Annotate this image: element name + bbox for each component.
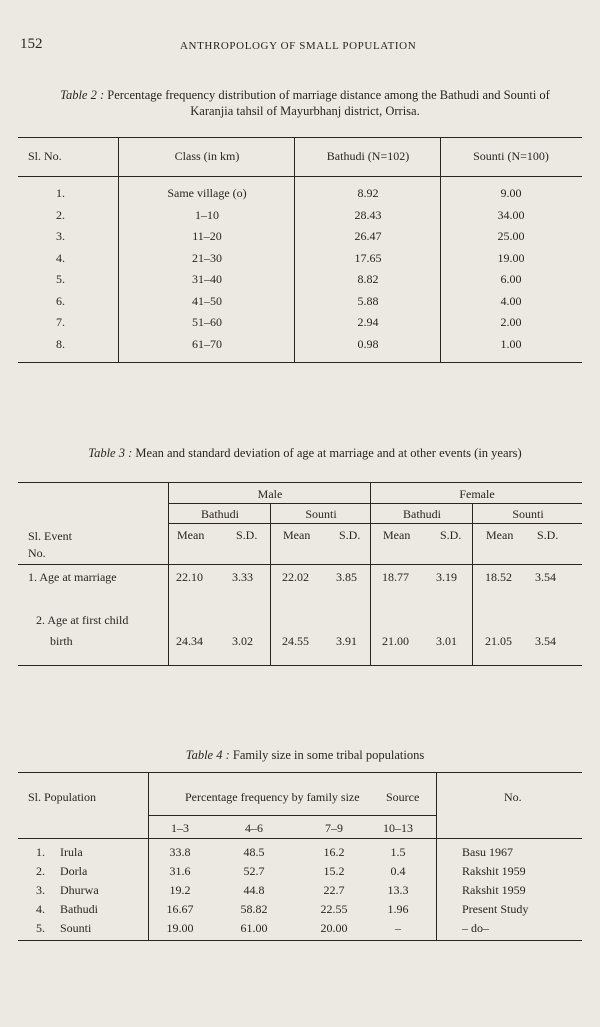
table3-row2-value: 3.02	[232, 634, 253, 648]
table4-header-percentage: Percentage frequency by family size	[185, 790, 360, 804]
table4-row-value: 20.00	[320, 921, 348, 935]
table2-divider	[440, 137, 441, 362]
table4-header-no: No.	[504, 790, 522, 804]
table4-top-rule	[18, 772, 582, 773]
table2-row-sounti: 4.00	[500, 293, 522, 308]
table2-row-bathudi: 28.43	[354, 207, 382, 222]
table3-female-bathudi: Bathudi	[403, 507, 441, 521]
table2-row-class: 1–10	[195, 207, 219, 222]
table2-row-class: 51–60	[192, 315, 222, 329]
table2-row-bathudi: 8.82	[357, 272, 379, 286]
table4-row-value: 19.00	[166, 921, 194, 935]
table2-header-bathudi: Bathudi (N=102)	[326, 149, 410, 163]
table3-row2-label: 2. Age at first child	[36, 613, 129, 627]
table4-row-value: 31.6	[169, 864, 191, 878]
table2-row-class: 21–30	[192, 250, 222, 265]
table2-row-class: 41–50	[192, 293, 222, 308]
table4-row-value: 58.82	[240, 902, 268, 916]
table3-caption-text: Mean and standard deviation of age at marriage and at other events (in years)	[135, 446, 522, 460]
table3-row1-value: 18.77	[382, 570, 409, 584]
table2-row-bathudi: 8.92	[357, 186, 379, 200]
table3-header-no: No.	[28, 546, 46, 560]
table4-row-value: 61.00	[240, 921, 268, 935]
table4-row-value: 1.5	[390, 845, 406, 859]
table4-row-value: 22.7	[323, 883, 345, 897]
table2-row-sl: 8.	[56, 336, 65, 351]
table2-row-class: Same village (o)	[167, 186, 247, 200]
table4-row-sl: 1.	[36, 845, 45, 859]
table2-row-bathudi: 26.47	[354, 229, 382, 243]
table4-row-source: Rakshit 1959	[462, 864, 526, 878]
table2-row-sounti: 6.00	[500, 272, 522, 286]
table2-row-sl: 7.	[56, 315, 65, 329]
table4-row-value: 1.96	[387, 902, 409, 916]
table3-row1-label: 1. Age at marriage	[28, 570, 117, 584]
table4-caption-text: Family size in some tribal populations	[232, 748, 425, 762]
table2-header-sl: Sl. No.	[28, 149, 62, 163]
table4-divider	[148, 772, 149, 940]
table4-bottom-rule	[18, 940, 582, 941]
table3-divider	[168, 482, 169, 665]
table3-sd: S.D.	[537, 528, 559, 542]
table4-header-rule	[18, 838, 582, 839]
table2-caption-line1: Percentage frequency distribution of marriage distance among the Bathudi and Sounti of	[107, 88, 550, 102]
table4-size-1-3: 1–3	[171, 821, 189, 835]
table4-divider	[436, 772, 437, 940]
table3-row2-label: birth	[50, 634, 73, 648]
table3-male-header: Male	[257, 487, 283, 501]
table2-row-class: 11–20	[192, 229, 222, 243]
table2-divider	[294, 137, 295, 362]
table3-row1-value: 3.19	[436, 570, 457, 584]
table3-bottom-rule	[18, 665, 582, 666]
table3-sd: S.D.	[236, 528, 258, 542]
table3-row1-value: 18.52	[485, 570, 512, 584]
table2-header-class: Class (in km)	[174, 149, 240, 163]
table3-header-sl-event: Sl. Event	[28, 529, 72, 543]
table4-size-7-9: 7–9	[325, 821, 343, 835]
table3-male-bathudi: Bathudi	[201, 507, 239, 521]
table4-row-value: 19.2	[169, 883, 191, 897]
table4-row-value: –	[395, 921, 401, 935]
table2-row-sounti: 1.00	[500, 336, 522, 351]
table2-row-sl: 3.	[56, 229, 65, 243]
table3-row2-value: 3.01	[436, 634, 457, 648]
table3-row1-value: 22.10	[176, 570, 203, 584]
table4-row-population: Irula	[60, 845, 83, 859]
table3-sd: S.D.	[440, 528, 462, 542]
table3-row2-value: 21.05	[485, 634, 512, 648]
table2-row-sounti: 34.00	[497, 207, 525, 222]
table3-row2-value: 21.00	[382, 634, 409, 648]
table4-row-population: Dorla	[60, 864, 88, 878]
table3-caption	[30, 445, 580, 461]
table3-row1-value: 3.85	[336, 570, 357, 584]
table2-row-sl: 5.	[56, 272, 65, 286]
table4-header-sl-population: Sl. Population	[28, 790, 97, 804]
table3-row2-value: 24.55	[282, 634, 309, 648]
table3-divider	[472, 503, 473, 665]
table3-row2-value: 24.34	[176, 634, 203, 648]
table3-mean: Mean	[383, 528, 411, 542]
table2-caption	[30, 87, 580, 119]
table3-row1-value: 3.33	[232, 570, 253, 584]
table3-row1-value: 22.02	[282, 570, 309, 584]
table2-row-sounti: 19.00	[497, 250, 525, 265]
table2-row-sl: 4.	[56, 250, 65, 265]
table3-divider	[270, 503, 271, 665]
table4-size-4-6: 4–6	[245, 821, 263, 835]
table4-row-sl: 3.	[36, 883, 45, 897]
table3-row2-value: 3.54	[535, 634, 556, 648]
table4-row-source: Rakshit 1959	[462, 883, 526, 897]
table2-row-bathudi: 2.94	[357, 315, 379, 329]
table4-row-sl: 5.	[36, 921, 45, 935]
table4-size-10-13: 10–13	[383, 821, 413, 835]
table4-row-source: Basu 1967	[462, 845, 513, 859]
table2-row-sl: 2.	[56, 207, 65, 222]
table2-top-rule	[18, 137, 582, 138]
table4-row-population: Sounti	[60, 921, 92, 935]
table4-row-sl: 4.	[36, 902, 45, 916]
table4-row-source: – do–	[462, 921, 489, 935]
table4-sub-rule	[148, 815, 436, 816]
table2-row-class: 61–70	[192, 336, 222, 351]
table2-row-sounti: 25.00	[497, 229, 525, 243]
table4-row-population: Bathudi	[60, 902, 98, 916]
table3-mean: Mean	[177, 528, 205, 542]
table2-label: Table 2 :	[60, 88, 105, 102]
table4-row-value: 13.3	[387, 883, 409, 897]
table3-sd: S.D.	[339, 528, 361, 542]
table3-header-rule	[18, 564, 582, 565]
table3-divider	[370, 482, 371, 665]
table2-caption-line2: Karanjia tahsil of Mayurbhanj district, Orrisa.	[190, 104, 420, 118]
table3-mean: Mean	[486, 528, 514, 542]
table2-row-sl: 6.	[56, 293, 65, 308]
table4-row-value: 44.8	[243, 883, 265, 897]
table4-row-value: 16.67	[166, 902, 194, 916]
table2-divider	[118, 137, 119, 362]
table4-row-value: 52.7	[243, 864, 265, 878]
table4-header-source: Source	[386, 790, 420, 804]
table3-subgroup-rule	[168, 523, 582, 524]
table3-female-header: Female	[459, 487, 495, 501]
table2-row-bathudi: 0.98	[357, 336, 379, 351]
table4-row-value: 15.2	[323, 864, 345, 878]
table2-bottom-rule	[18, 362, 582, 363]
table3-label: Table 3 :	[88, 446, 133, 460]
table4-row-value: 33.8	[169, 845, 191, 859]
table2-header-rule	[18, 176, 582, 177]
table3-mean: Mean	[283, 528, 311, 542]
table3-row1-value: 3.54	[535, 570, 556, 584]
table3-top-rule	[18, 482, 582, 483]
table4-row-value: 22.55	[320, 902, 348, 916]
table2-row-bathudi: 17.65	[354, 250, 382, 265]
table2-row-class: 31–40	[192, 272, 222, 286]
table4-row-value: 16.2	[323, 845, 345, 859]
running-head: ANTHROPOLOGY OF SMALL POPULATION	[180, 40, 417, 52]
table4-caption	[30, 747, 580, 763]
table4-row-population: Dhurwa	[60, 883, 99, 897]
table3-group-rule	[168, 503, 582, 504]
table4-row-value: 48.5	[243, 845, 265, 859]
table3-male-sounti: Sounti	[305, 507, 337, 521]
table4-row-source: Present Study	[462, 902, 529, 916]
table4-row-sl: 2.	[36, 864, 45, 878]
table4-label: Table 4 :	[185, 748, 230, 762]
table4-row-value: 0.4	[390, 864, 406, 878]
table2-row-bathudi: 5.88	[357, 293, 379, 308]
table2-header-sounti: Sounti (N=100)	[473, 149, 549, 163]
table3-female-sounti: Sounti	[512, 507, 544, 521]
table3-row2-value: 3.91	[336, 634, 357, 648]
table2-row-sl: 1.	[56, 186, 65, 200]
table2-row-sounti: 9.00	[500, 186, 522, 200]
page-number: 152	[20, 36, 43, 52]
table2-row-sounti: 2.00	[500, 315, 522, 329]
